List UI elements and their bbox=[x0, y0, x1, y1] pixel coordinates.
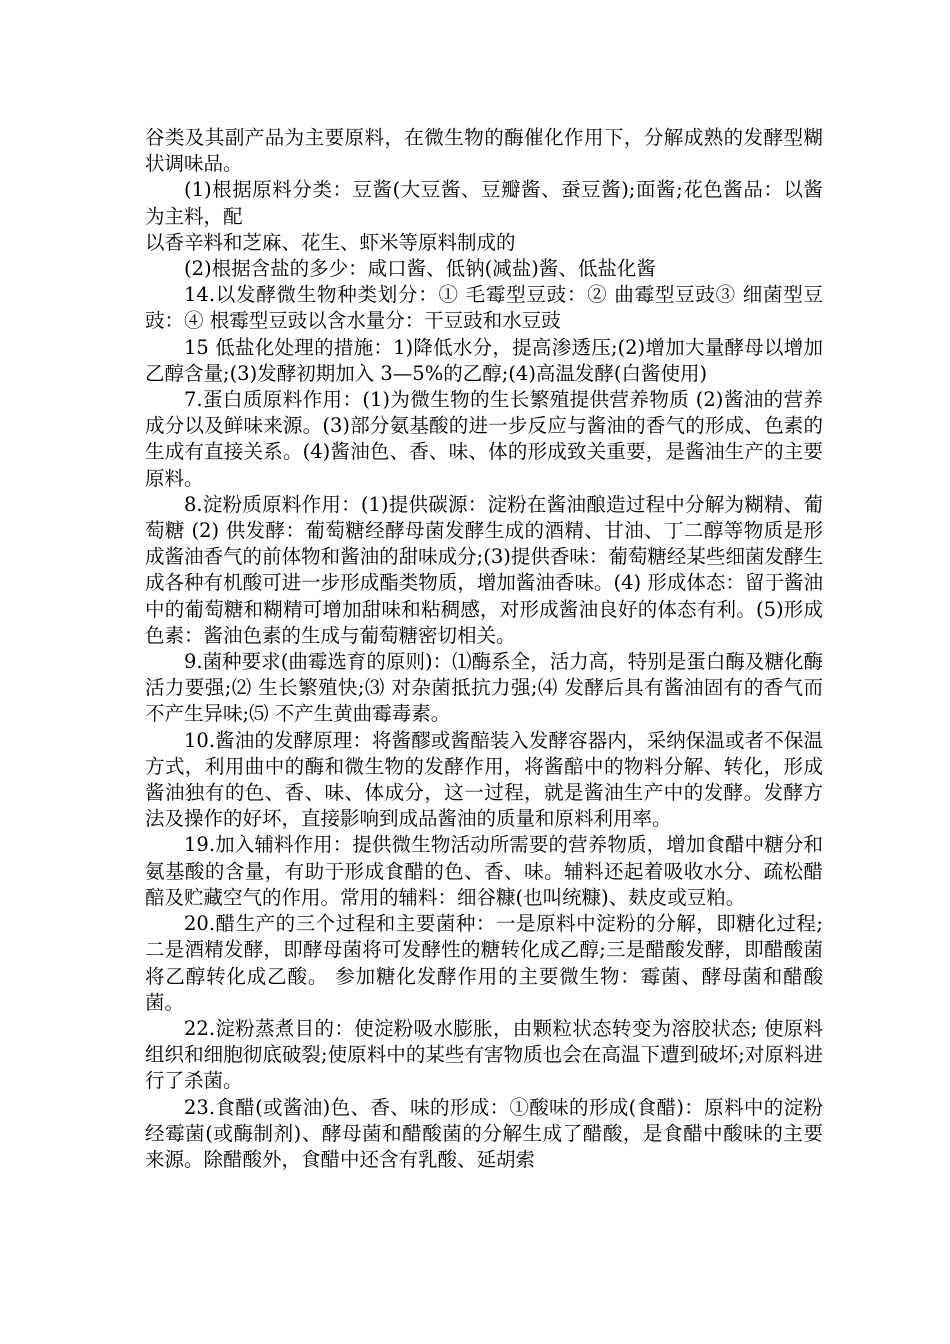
paragraph-10: 10.酱油的发酵原理：将酱醪或酱醅装入发酵容器内，采纳保温或者不保温方式，利用曲中的酶和微生物的发酵作用，将酱醅中的物料分解、转化，形成酱油独有的色、香、味、体成分，这一过程，就是酱油生产中的发酵。发酵方法及操作的好坏，直接影响到成品酱油的质量和原料利用率。 bbox=[145, 728, 823, 831]
paragraph-8: 8.淀粉质原料作用：(1)提供碳源：淀粉在酱油酿造过程中分解为糊精、葡萄糖 (2) 供发酵：葡萄糖经酵母菌发酵生成的酒精、甘油、丁二醇等物质是形成酱油香气的前体物和酱油的甜味成分;(3)提供香味：葡萄糖经某些细菌发酵生成各种有机酸可进一步形成酯类物质，增加酱油香味。(4) 形成体态：留于酱油中的葡萄糖和糊精可增加甜味和粘稠感，对形成酱油良好的体态有利。(5)形成色素：酱油色素的生成与葡萄糖密切相关。 bbox=[145, 492, 823, 647]
paragraph-intro: 谷类及其副产品为主要原料，在微生物的酶催化作用下，分解成熟的发酵型糊状调味品。 bbox=[145, 126, 823, 176]
paragraph-14: 14.以发酵微生物种类划分：① 毛霉型豆豉：② 曲霉型豆豉③ 细菌型豆豉：④ 根霉型豆豉以含水量分：干豆豉和水豆豉 bbox=[145, 283, 823, 333]
paragraph-9: 9.菌种要求(曲霉选育的原则)：⑴酶系全，活力高，特别是蛋白酶及糖化酶活力要强;⑵ 生长繁殖快;⑶ 对杂菌抵抗力强;⑷ 发酵后具有酱油固有的香气而不产生异味;⑸ 不产生黄曲霉毒素。 bbox=[145, 650, 823, 726]
paragraph-23: 23.食醋(或酱油)色、香、味的形成：①酸味的形成(食醋)：原料中的淀粉经霉菌(或酶制剂)、酵母菌和醋酸菌的分解生成了醋酸，是食醋中酸味的主要来源。除醋酸外，食醋中还含有乳酸、延胡索 bbox=[145, 1095, 823, 1171]
paragraph-15: 15 低盐化处理的措施：1)降低水分，提高渗透压;(2)增加大量酵母以增加乙醇含量;(3)发酵初期加入 3—5%的乙醇;(4)高温发酵(白酱使用) bbox=[145, 335, 823, 385]
paragraph-7: 7.蛋白质原料作用：(1)为微生物的生长繁殖提供营养物质 (2)酱油的营养成分以及鲜味来源。(3)部分氨基酸的进一步反应与酱油的香气的形成、色素的生成有直接关系。(4)酱油色、香、味、体的形成致关重要，是酱油生产的主要原料。 bbox=[145, 388, 823, 490]
paragraph-classification-salt: (2)根据含盐的多少：咸口酱、低钠(减盐)酱、低盐化酱 bbox=[184, 257, 656, 281]
paragraph-19: 19.加入辅料作用：提供微生物活动所需要的营养物质，增加食醋中糖分和氨基酸的含量，有助于形成食醋的色、香、味。辅料还起着吸收水分、疏松醋醅及贮藏空气的作用。常用的辅料：细谷糠(也叫统糠)、麸皮或豆粕。 bbox=[145, 833, 823, 909]
paragraph-classification-raw: (1)根据原料分类：豆酱(大豆酱、豆瓣酱、蚕豆酱);面酱;花色酱品：以酱为主料，配 bbox=[145, 178, 823, 228]
paragraph-20: 20.醋生产的三个过程和主要菌种：一是原料中淀粉的分解，即糖化过程;二是酒精发酵，即酵母菌将可发酵性的糖转化成乙醇;三是醋酸发酵，即醋酸菌将乙醇转化成乙酸。 参加糖化发酵作用的主要微生物：霉菌、酵母菌和醋酸菌。 bbox=[145, 912, 823, 1014]
document-body bbox=[145, 125, 823, 1173]
paragraph-classification-raw-cont: 以香辛料和芝麻、花生、虾米等原料制成的 bbox=[145, 230, 516, 254]
paragraph-22: 22.淀粉蒸煮目的：使淀粉吸水膨胀，由颗粒状态转变为溶胶状态; 使原料组织和细胞彻底破裂;使原料中的某些有害物质也会在高温下遭到破坏;对原料进行了杀菌。 bbox=[145, 1016, 823, 1093]
